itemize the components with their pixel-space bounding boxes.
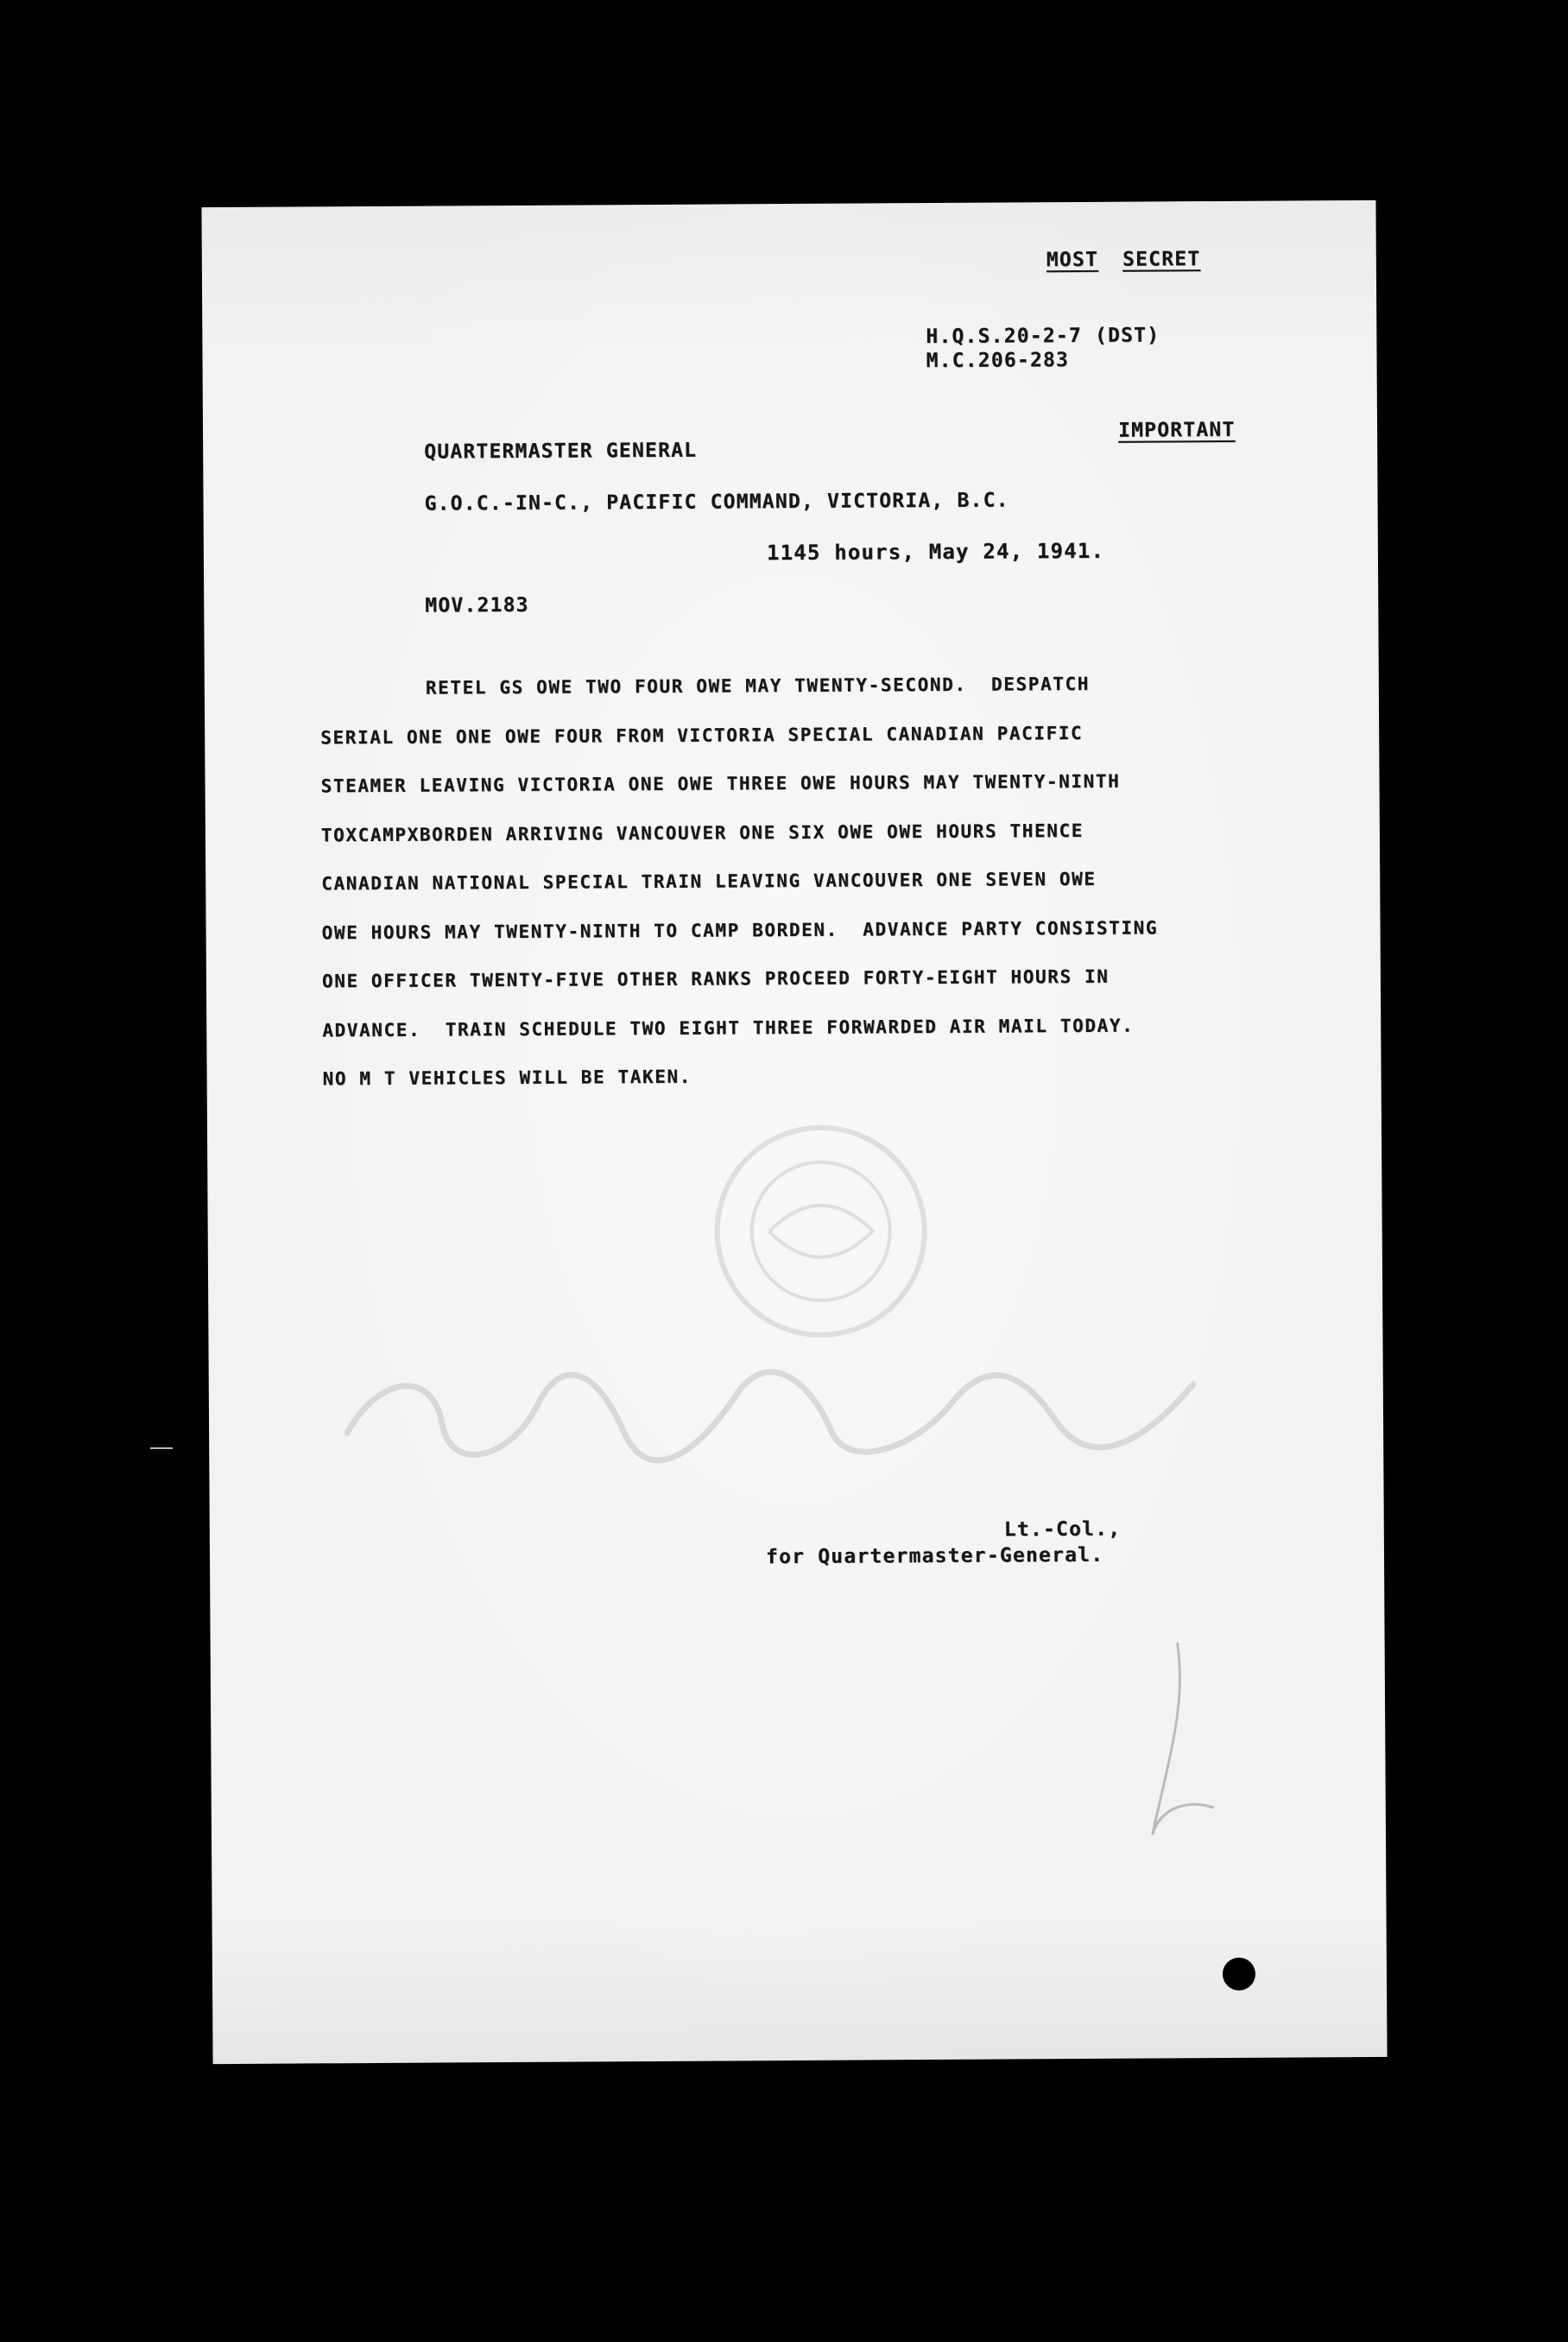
pen-stroke-mark (1126, 1635, 1231, 1860)
document-sheet (201, 200, 1387, 2064)
body-line: TOXCAMPXBORDEN ARRIVING VANCOUVER ONE SIX OWE OWE HOURS THENCE (320, 820, 1084, 845)
message-body (320, 658, 1325, 1104)
body-line: SERIAL ONE ONE OWE FOUR FROM VICTORIA SPECIAL CANADIAN PACIFIC (320, 722, 1084, 748)
file-reference-2: M.C.206-283 (926, 349, 1070, 373)
message-reference: MOV.2183 (425, 593, 529, 617)
date-time-group: 1145 hours, May 24, 1941. (766, 538, 1105, 566)
addressee: QUARTERMASTER GENERAL (424, 439, 698, 464)
classification-marking (1046, 248, 1201, 271)
margin-mark (150, 1447, 173, 1449)
body-line: NO M T VEHICLES WILL BE TAKEN. (322, 1066, 692, 1090)
classification-word-2: SECRET (1122, 248, 1201, 271)
faded-stamp (691, 1101, 952, 1362)
punch-hole (1223, 1958, 1255, 1991)
signature-authority: for Quartermaster-General. (765, 1543, 1104, 1569)
signature-rank: Lt.-Col., (1003, 1517, 1122, 1541)
faded-handwritten-signature (312, 1332, 1262, 1477)
priority-marking: IMPORTANT (1117, 418, 1236, 442)
originator: G.O.C.-IN-C., PACIFIC COMMAND, VICTORIA, B.C. (424, 489, 1009, 516)
body-line: ADVANCE. TRAIN SCHEDULE TWO EIGHT THREE FORWARDED AIR MAIL TODAY. (322, 1015, 1135, 1041)
file-reference-1: H.Q.S.20-2-7 (DST) (926, 324, 1160, 349)
body-line: STEAMER LEAVING VICTORIA ONE OWE THREE OWE HOURS MAY TWENTY-NINTH (320, 770, 1121, 797)
body-line: OWE HOURS MAY TWENTY-NINTH TO CAMP BORDEN. ADVANCE PARTY CONSISTING (321, 916, 1159, 943)
body-line: CANADIAN NATIONAL SPECIAL TRAIN LEAVING VANCOUVER ONE SEVEN OWE (321, 868, 1097, 895)
classification-word-1: MOST (1046, 248, 1099, 272)
body-line: ONE OFFICER TWENTY-FIVE OTHER RANKS PROCEED FORTY-EIGHT HOURS IN (321, 965, 1110, 992)
body-line: RETEL GS OWE TWO FOUR OWE MAY TWENTY-SECOND. DESPATCH (425, 673, 1091, 699)
